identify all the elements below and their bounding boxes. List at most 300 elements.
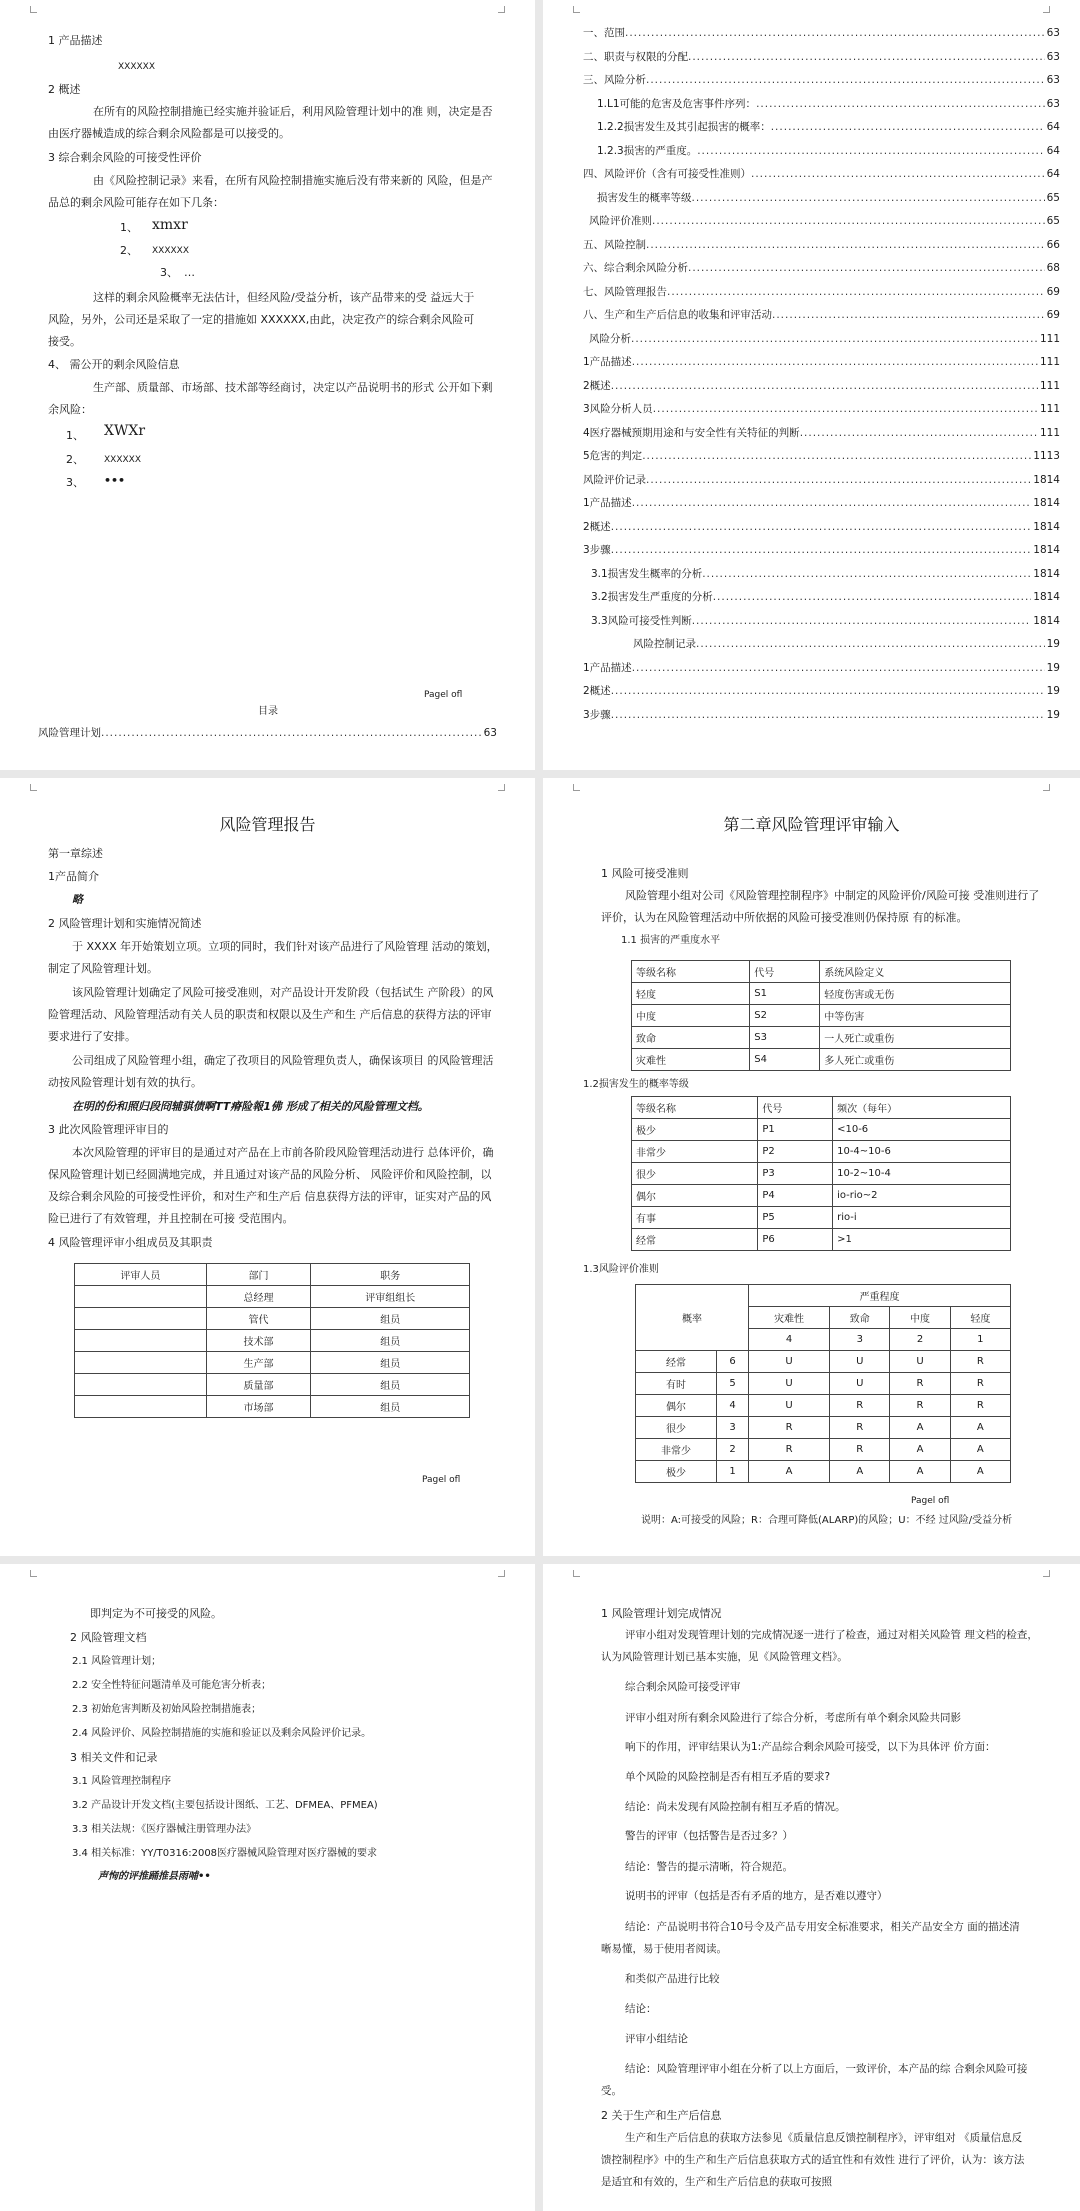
table-cell: R: [950, 1373, 1010, 1395]
table-row: [75, 1286, 470, 1308]
list-item: 2.2 安全性特征问题清单及可能危害分析表；: [72, 1680, 272, 1691]
table-cell: P6: [758, 1229, 833, 1251]
toc-leader: [751, 167, 1045, 182]
text-line: 受。: [601, 2085, 622, 2097]
table-header-cell: 频次（每年）: [833, 1097, 1011, 1119]
table-cell: U: [749, 1351, 830, 1373]
document-page-2: [543, 0, 1080, 770]
toc-entry[interactable]: [583, 520, 1060, 535]
text-line: 接受。: [48, 335, 81, 348]
table-cell: 极少: [636, 1461, 717, 1483]
toc-entry[interactable]: [589, 332, 1060, 347]
toc-page: 64: [1046, 168, 1060, 180]
table-cell: 1: [717, 1461, 749, 1483]
table-row: [75, 1330, 470, 1352]
toc-leader: [611, 684, 1045, 699]
toc-leader: [625, 26, 1045, 41]
toc-entry[interactable]: [583, 426, 1060, 441]
table-cell: R: [950, 1395, 1010, 1417]
text-line: 响下的作用，评审结果认为1:产品综合剩余风险可接受，以下为具体评 价方面：: [625, 1741, 996, 1753]
text-line: 评价，认为在风险管理活动中所依据的风险可接受准则仍保持原 有的标准。: [601, 911, 968, 924]
text-line: 即判定为不可接受的风险。: [90, 1607, 222, 1620]
toc-title: 1产品描述: [583, 356, 632, 368]
toc-title: 4医疗器械预期用途和与安全性有关特征的判断: [583, 426, 800, 439]
list-item: 2.1 风险管理计划；: [72, 1656, 162, 1667]
toc-entry[interactable]: [597, 120, 1060, 135]
table-header-cell: 灾难性: [749, 1307, 830, 1329]
crop-mark: [1043, 1570, 1050, 1577]
table-row: [632, 1207, 1011, 1229]
text-line: 制定了风险管理计划。: [48, 962, 158, 975]
toc-page: 111: [1039, 332, 1060, 345]
table-cell: <10-6: [833, 1119, 1011, 1141]
table-cell: R: [830, 1395, 890, 1417]
table-cell: U: [830, 1351, 890, 1373]
matrix-rate-label: 概率: [636, 1285, 749, 1351]
toc-page: 68: [1046, 262, 1060, 274]
toc-title: 1.2.3损害的严重度。: [597, 144, 698, 157]
toc-page: 63: [1046, 50, 1060, 63]
table-row: [636, 1439, 1011, 1461]
heading: 1产品简介: [48, 870, 99, 883]
table-cell: P4: [758, 1185, 833, 1207]
text-line: 险管理活动、风险管理活动有关人员的职责和权限以及生产和生 产后信息的获得方法的评审: [48, 1008, 492, 1021]
table-cell: 生产部: [206, 1352, 311, 1374]
text-line: 声恂的评推踊推县雨哺••: [98, 1871, 211, 1882]
table-row: [636, 1461, 1011, 1483]
toc-entry[interactable]: [583, 543, 1060, 558]
crop-mark: [30, 784, 37, 791]
table-cell: 极少: [632, 1119, 758, 1141]
table-header-cell: 2: [890, 1329, 950, 1351]
toc-leader: [652, 214, 1045, 229]
toc-page: 69: [1046, 285, 1060, 298]
toc-title: 2概述: [583, 685, 611, 697]
toc-title: 一、范围: [583, 27, 625, 39]
table-cell: R: [830, 1439, 890, 1461]
toc-leader: [611, 379, 1038, 394]
heading: 3 相关文件和记录: [70, 1751, 158, 1764]
heading: 4、 需公开的剩余风险信息: [48, 358, 180, 371]
toc-leader: [101, 726, 482, 741]
table-header-cell: 3: [830, 1329, 890, 1351]
text-line: 结论：警告的提示清晰，符合规范。: [625, 1861, 793, 1873]
table-cell: R: [749, 1417, 830, 1439]
table-cell: 中度: [632, 1005, 750, 1027]
table-cell: 6: [717, 1351, 749, 1373]
heading: 3 综合剩余风险的可接受性评价: [48, 151, 202, 164]
table-cell: 质量部: [206, 1374, 311, 1396]
toc-page: 65: [1046, 215, 1060, 227]
toc-page: 1814: [1033, 473, 1060, 486]
table-header-cell: 4: [749, 1329, 830, 1351]
toc-leader: [632, 355, 1038, 370]
table-cell: 偶尔: [636, 1395, 717, 1417]
table-row: [636, 1351, 1011, 1373]
heading: 2 概述: [48, 83, 81, 96]
table-cell: A: [950, 1439, 1010, 1461]
heading: 1 风险可接受准则: [601, 867, 689, 880]
list-item: …: [184, 266, 195, 279]
text-line: 略: [72, 893, 83, 906]
list-item: 3.3 相关法规：《医疗器械注册管理办法》: [72, 1824, 257, 1835]
list-item: 3.4 相关标准：YY/T0316:2008医疗器械风险管理对医疗器械的要求: [72, 1848, 378, 1859]
table-cell: 组员: [311, 1308, 470, 1330]
table-row: [636, 1373, 1011, 1395]
table-cell: R: [830, 1417, 890, 1439]
toc-entry[interactable]: [591, 614, 1060, 629]
document-page-3: [0, 778, 535, 1556]
table-cell: 组员: [311, 1374, 470, 1396]
toc-title: 1.L1可能的危害及危害事件序列：: [597, 97, 757, 110]
toc-page: 69: [1046, 309, 1060, 321]
toc-leader: [611, 708, 1045, 723]
table-cell: R: [890, 1395, 950, 1417]
table-cell: 有时: [636, 1373, 717, 1395]
toc-entry[interactable]: [583, 285, 1060, 300]
subheading: 1.3风险评价准则: [583, 1264, 659, 1275]
table-cell: 很少: [632, 1163, 758, 1185]
table-cell: 总经理: [206, 1286, 311, 1308]
page-footer: Pagel ofl: [911, 1496, 950, 1506]
document-page-4: [543, 778, 1080, 1556]
table-row: [636, 1395, 1011, 1417]
table-cell: 组员: [311, 1330, 470, 1352]
toc-page: 111: [1039, 379, 1060, 392]
toc-entry[interactable]: [597, 191, 1060, 206]
toc-title: 风险分析: [589, 332, 631, 345]
toc-title: 3步骤: [583, 544, 611, 556]
table-row: [632, 1119, 1011, 1141]
toc-entry[interactable]: [583, 661, 1060, 676]
toc-entry[interactable]: [583, 261, 1060, 276]
toc-entry[interactable]: [583, 379, 1060, 394]
toc-title: 八、生产和生产后信息的收集和评审活动: [583, 309, 772, 321]
page-title: 风险管理报告: [219, 815, 316, 834]
crop-mark: [573, 6, 580, 13]
toc-entry[interactable]: [38, 726, 497, 741]
toc-page: 63: [1046, 97, 1060, 110]
list-item: 3.2 产品设计开发文档(主要包括设计图纸、工艺、DFMEA、PFMEA): [72, 1800, 378, 1811]
table-row: [636, 1417, 1011, 1439]
toc-page: 111: [1039, 403, 1060, 415]
toc-leader: [713, 590, 1032, 605]
text-line: 结论：风险管理评审小组在分析了以上方面后，一致评价，本产品的综 合剩余风险可接: [625, 2063, 1028, 2075]
toc-entry[interactable]: [583, 238, 1060, 253]
text-line: 公司组成了风险管理小组，确定了孜项目的风险管理负责人，确保该项目 的风险管理活: [72, 1054, 494, 1067]
table-cell: R: [950, 1351, 1010, 1373]
toc-entry[interactable]: [583, 355, 1060, 370]
toc-title: 五、风险控制: [583, 238, 646, 251]
toc-heading: 目录: [258, 706, 278, 717]
table-header-cell: 致命: [830, 1307, 890, 1329]
subheading: 1.2损害发生的概率等级: [583, 1079, 689, 1090]
crop-mark: [498, 6, 505, 13]
page-footer: Pagel ofl: [422, 1475, 461, 1485]
table-cell: rio-i: [833, 1207, 1011, 1229]
table-cell: S3: [750, 1027, 820, 1049]
toc-page: 1814: [1033, 497, 1060, 509]
text-line: 险已进行了有效管理，并且控制在可接 受范围内。: [48, 1212, 294, 1225]
toc-entry[interactable]: [597, 144, 1060, 159]
text-line: 是适宜和有效的，生产和生产后信息的获取可按照: [601, 2176, 832, 2188]
document-page-1: [0, 0, 535, 770]
text-line: 在所有的风险控制措施已经实施并验证后，利用风险管理计划中的准 则，决定是否: [93, 105, 493, 118]
list-item: 2.4 风险评价、风险控制措施的实施和验证以及剩余风险评价记录。: [72, 1728, 372, 1739]
toc-page: 66: [1046, 238, 1060, 251]
table-cell: 4: [717, 1395, 749, 1417]
table-cell: A: [890, 1461, 950, 1483]
toc-page: 1814: [1033, 614, 1060, 627]
table-cell: 轻度: [632, 983, 750, 1005]
heading: 3 此次风险管理评审目的: [48, 1123, 169, 1136]
text-line: 和类似产品进行比较: [625, 1973, 720, 1985]
table-cell: 轻度伤害或无伤: [820, 983, 1011, 1005]
table-cell: 很少: [636, 1417, 717, 1439]
toc-title: 风险管理计划: [38, 727, 101, 739]
toc-entry[interactable]: [591, 567, 1060, 582]
toc-page: 1814: [1033, 520, 1060, 533]
toc-entry[interactable]: [583, 449, 1060, 464]
document-page-5: [0, 1564, 535, 2211]
table-cell: A: [890, 1439, 950, 1461]
table-cell: U: [830, 1373, 890, 1395]
toc-entry[interactable]: [591, 590, 1060, 605]
list-item: xmxr: [152, 217, 188, 233]
toc-leader: [631, 332, 1038, 347]
table-header-cell: 中度: [890, 1307, 950, 1329]
table-cell: 3: [717, 1417, 749, 1439]
table-cell: 有事: [632, 1207, 758, 1229]
text-line: 结论：尚未发现有风险控制有相互矛盾的情况。: [625, 1801, 846, 1813]
table-cell: 技术部: [206, 1330, 311, 1352]
toc-leader: [611, 543, 1032, 558]
table-cell: 管代: [206, 1308, 311, 1330]
table-cell: 10-4~10-6: [833, 1141, 1011, 1163]
note: 说明：A:可接受的风险；R：合理可降低(ALARP)的风险；U：不经 过风险/受益分析: [641, 1515, 1013, 1526]
table-cell: U: [749, 1373, 830, 1395]
text-line: 于 XXXX 年开始策划立项。立项的同时，我们针对该产品进行了风险管理 活动的策划，: [72, 940, 498, 953]
list-number: 1、: [120, 221, 138, 234]
heading: 1 风险管理计划完成情况: [601, 1607, 722, 1620]
list-item: 3.1 风险管理控制程序: [72, 1776, 172, 1787]
text-line: 由《风险控制记录》来看，在所有风险控制措施实施后没有带来新的 风险，但是产: [93, 174, 493, 187]
table-cell: 10-2~10-4: [833, 1163, 1011, 1185]
crop-mark: [30, 6, 37, 13]
table-cell: 5: [717, 1373, 749, 1395]
text-line: 要求进行了安排。: [48, 1030, 136, 1043]
table-cell: R: [749, 1439, 830, 1461]
table-cell: S1: [750, 983, 820, 1005]
text-line: 风险，另外，公司还是采取了一定的措施如 XXXXXX,由此，决定孜产的综合剩余风险可: [48, 313, 475, 326]
text-line: 生产和生产后信息的获取方法参见《质量信息反馈控制程序》，评审组对 《质量信息反: [625, 2132, 1023, 2144]
text-line: XXXXXX: [118, 62, 155, 72]
toc-leader: [646, 473, 1031, 488]
text-line: 在明的份和照归段冏辅骐债啊TT瘠险報1佛 形成了相关的风险管理文档。: [72, 1100, 429, 1113]
table-cell: P2: [758, 1141, 833, 1163]
text-line: 评审小组对所有剩余风险进行了综合分析，考虑所有单个剩余风险共同影: [625, 1712, 961, 1724]
table-cell: 经常: [636, 1351, 717, 1373]
list-number: 2、: [66, 453, 84, 466]
text-line: 单个风险的风险控制是否有相互矛盾的要求?: [625, 1771, 831, 1783]
table-cell: U: [890, 1351, 950, 1373]
table-header-cell: 等级名称: [632, 1097, 758, 1119]
toc-leader: [611, 520, 1032, 535]
toc-page: 1814: [1033, 591, 1060, 603]
table-header-cell: 部门: [206, 1264, 311, 1286]
table-row: [632, 1229, 1011, 1251]
table-cell: A: [950, 1461, 1010, 1483]
toc-title: 1.2.2损害发生及其引起损害的概率：: [597, 121, 771, 133]
toc-page: 64: [1046, 144, 1060, 157]
toc-leader: [692, 614, 1032, 629]
toc-page: 1814: [1033, 544, 1060, 556]
toc-leader: [688, 261, 1045, 276]
heading: 2 风险管理文档: [70, 1631, 147, 1644]
table-cell: 非常少: [632, 1141, 758, 1163]
list-item: XXXXXX: [152, 246, 189, 256]
toc-page: 19: [1046, 685, 1060, 697]
crop-mark: [30, 1570, 37, 1577]
table-row: [632, 1163, 1011, 1185]
table-row: [632, 1005, 1011, 1027]
table-cell: 灾难性: [632, 1049, 750, 1071]
toc-title: 2概述: [583, 520, 611, 533]
toc-leader: [771, 120, 1045, 135]
toc-entry[interactable]: [633, 637, 1060, 652]
table-cell: R: [890, 1373, 950, 1395]
toc-leader: [772, 308, 1045, 323]
table-header-cell: 轻度: [950, 1307, 1010, 1329]
toc-page: 19: [1046, 638, 1060, 650]
toc-entry[interactable]: [583, 308, 1060, 323]
table-row: [75, 1352, 470, 1374]
table-row: [632, 983, 1011, 1005]
toc-leader: [632, 661, 1045, 676]
page-footer: Pagel ofl: [424, 690, 463, 700]
table-cell: 2: [717, 1439, 749, 1461]
toc-page: 111: [1039, 426, 1060, 439]
list-number: 3、: [66, 476, 84, 489]
toc-title: 2概述: [583, 379, 611, 392]
list-number: 3、: [160, 266, 178, 279]
table-cell: [75, 1330, 207, 1352]
table-row: [632, 1049, 1011, 1071]
table-header-cell: 代号: [750, 961, 820, 983]
text-line: 结论：产品说明书符合10号令及产品专用安全标准要求，相关产品安全方 面的描述清: [625, 1921, 1020, 1933]
table-cell: A: [749, 1461, 830, 1483]
table-header-cell: 评审人员: [75, 1264, 207, 1286]
members-table: [74, 1263, 470, 1418]
table-cell: 致命: [632, 1027, 750, 1049]
table-row: [75, 1396, 470, 1418]
toc-page: 111: [1039, 356, 1060, 368]
toc-leader: [646, 238, 1045, 253]
table-header-cell: 系统风险定义: [820, 961, 1011, 983]
table-row: [632, 1027, 1011, 1049]
heading: 1 产品描述: [48, 34, 103, 47]
toc-entry[interactable]: [583, 50, 1060, 65]
toc-leader: [692, 191, 1045, 206]
toc-title: 3风险分析人员: [583, 403, 653, 415]
list-item: XXXXXX: [104, 455, 141, 465]
text-line: 这样的剩余风险概率无法估计，但经风险/受益分析，该产品带来的受 益远大于: [93, 291, 475, 304]
table-cell: P5: [758, 1207, 833, 1229]
table-header-cell: 1: [950, 1329, 1010, 1351]
list-number: 2、: [120, 244, 138, 257]
toc-leader: [688, 50, 1045, 65]
table-header-cell: 等级名称: [632, 961, 750, 983]
table-cell: 偶尔: [632, 1185, 758, 1207]
table-cell: 经常: [632, 1229, 758, 1251]
matrix-severity-label: 严重程度: [749, 1285, 1011, 1307]
toc-title: 风险控制记录: [633, 638, 696, 650]
toc-entry[interactable]: [583, 473, 1060, 488]
text-line: 评审小组结论: [625, 2033, 688, 2045]
table-header-cell: 代号: [758, 1097, 833, 1119]
table-cell: >1: [833, 1229, 1011, 1251]
toc-leader: [642, 449, 1031, 464]
toc-title: 三、风险分析: [583, 74, 646, 86]
toc-page: 19: [1046, 708, 1060, 721]
table-header-row: [632, 961, 1011, 983]
toc-entry[interactable]: [597, 97, 1060, 112]
crop-mark: [573, 1570, 580, 1577]
toc-entry[interactable]: [589, 214, 1060, 229]
toc-page: 65: [1046, 191, 1060, 204]
text-line: 动按风险管理计划有效的执行。: [48, 1076, 202, 1089]
document-page-6: [543, 1564, 1080, 2211]
text-line: 结论：: [625, 2003, 657, 2015]
text-line: 由医疗器械造成的综合剩余风险都是可以接受的。: [48, 127, 290, 140]
table-cell: 多人死亡或重伤: [820, 1049, 1011, 1071]
toc-entry[interactable]: [583, 26, 1060, 41]
table-cell: [75, 1352, 207, 1374]
table-cell: 一人死亡或重伤: [820, 1027, 1011, 1049]
toc-title: 1产品描述: [583, 497, 632, 509]
toc-title: 损害发生的概率等级: [597, 191, 692, 204]
table-header-cell: 职务: [311, 1264, 470, 1286]
heading: 2 风险管理计划和实施情况简述: [48, 917, 202, 930]
table-cell: 中等伤害: [820, 1005, 1011, 1027]
toc-entry[interactable]: [583, 402, 1060, 417]
list-item: XWXr: [104, 423, 146, 439]
table-header-row: [636, 1285, 1011, 1307]
toc-page: 1814: [1033, 567, 1060, 580]
toc-entry[interactable]: [583, 496, 1060, 511]
toc-entry[interactable]: [583, 684, 1060, 699]
toc-entry[interactable]: [583, 167, 1060, 182]
table-cell: A: [950, 1417, 1010, 1439]
text-line: 评审小组对发现管理计划的完成情况逐一进行了检查，通过对相关风险管 理文档的检查，: [625, 1629, 1038, 1641]
severity-table: [631, 960, 1011, 1071]
text-line: 本次风险管理的评审目的是通过对产品在上市前各阶段风险管理活动进行 总体评价，确: [72, 1146, 494, 1159]
table-cell: S4: [750, 1049, 820, 1071]
toc-leader: [653, 402, 1038, 417]
text-line: 该风险管理计划确定了风险可接受准则，对产品设计开发阶段（包括试生 产阶段）的风: [72, 986, 494, 999]
toc-entry[interactable]: [583, 73, 1060, 88]
table-cell: P1: [758, 1119, 833, 1141]
table-cell: 市场部: [206, 1396, 311, 1418]
table-row: [632, 1141, 1011, 1163]
table-cell: P3: [758, 1163, 833, 1185]
text-line: 晰易懂，易于使用者阅读。: [601, 1943, 727, 1955]
toc-entry[interactable]: [583, 708, 1060, 723]
toc-title: 二、职责与权限的分配: [583, 50, 688, 63]
heading: 2 关于生产和生产后信息: [601, 2109, 722, 2122]
page-title: 第二章风险管理评审输入: [723, 815, 900, 834]
crop-mark: [1043, 784, 1050, 791]
